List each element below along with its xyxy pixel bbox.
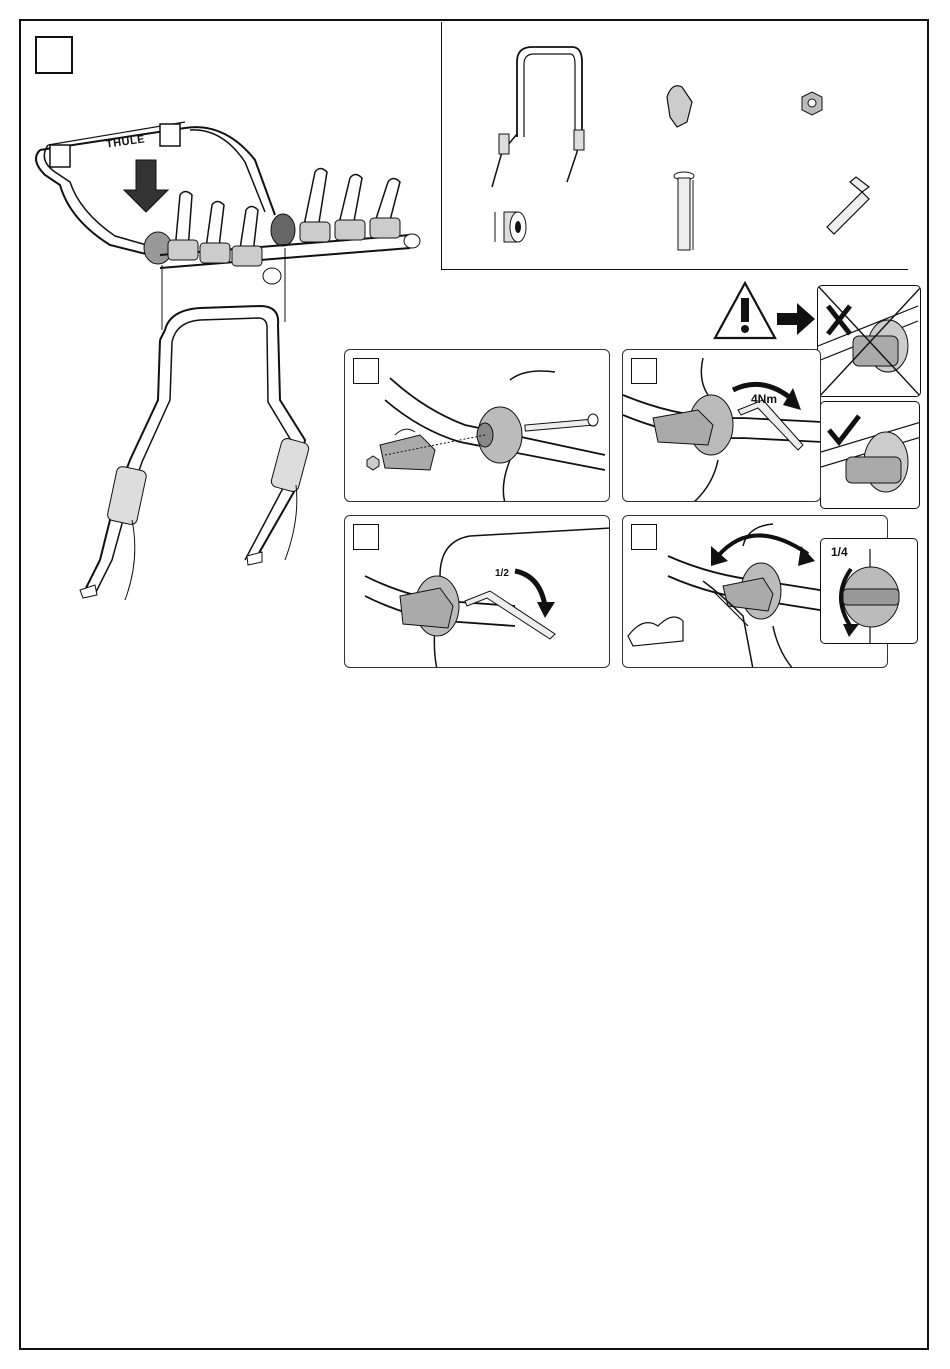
check-mark-icon bbox=[829, 416, 859, 442]
step-number-box bbox=[631, 358, 657, 384]
cross-mark-icon bbox=[828, 306, 850, 334]
correct-installation-box bbox=[820, 401, 920, 509]
step-panel-tighten-torque bbox=[622, 349, 821, 502]
torque-label: 4Nm bbox=[751, 392, 778, 406]
step-panel-half-turn bbox=[344, 515, 610, 668]
arrow-right-icon bbox=[777, 303, 815, 335]
brand-logo: THULE bbox=[105, 133, 146, 151]
step-panel-insert-bolt bbox=[344, 349, 610, 502]
quarter-turn-inset bbox=[820, 538, 918, 644]
step-number-box bbox=[631, 524, 657, 550]
warning-triangle-icon bbox=[715, 283, 775, 338]
step-number-box bbox=[353, 358, 379, 384]
half-turn-label: 1/2 bbox=[495, 568, 509, 579]
quarter-turn-label: 1/4 bbox=[831, 545, 848, 559]
wrong-installation-box bbox=[817, 285, 921, 397]
step-number-box bbox=[353, 524, 379, 550]
